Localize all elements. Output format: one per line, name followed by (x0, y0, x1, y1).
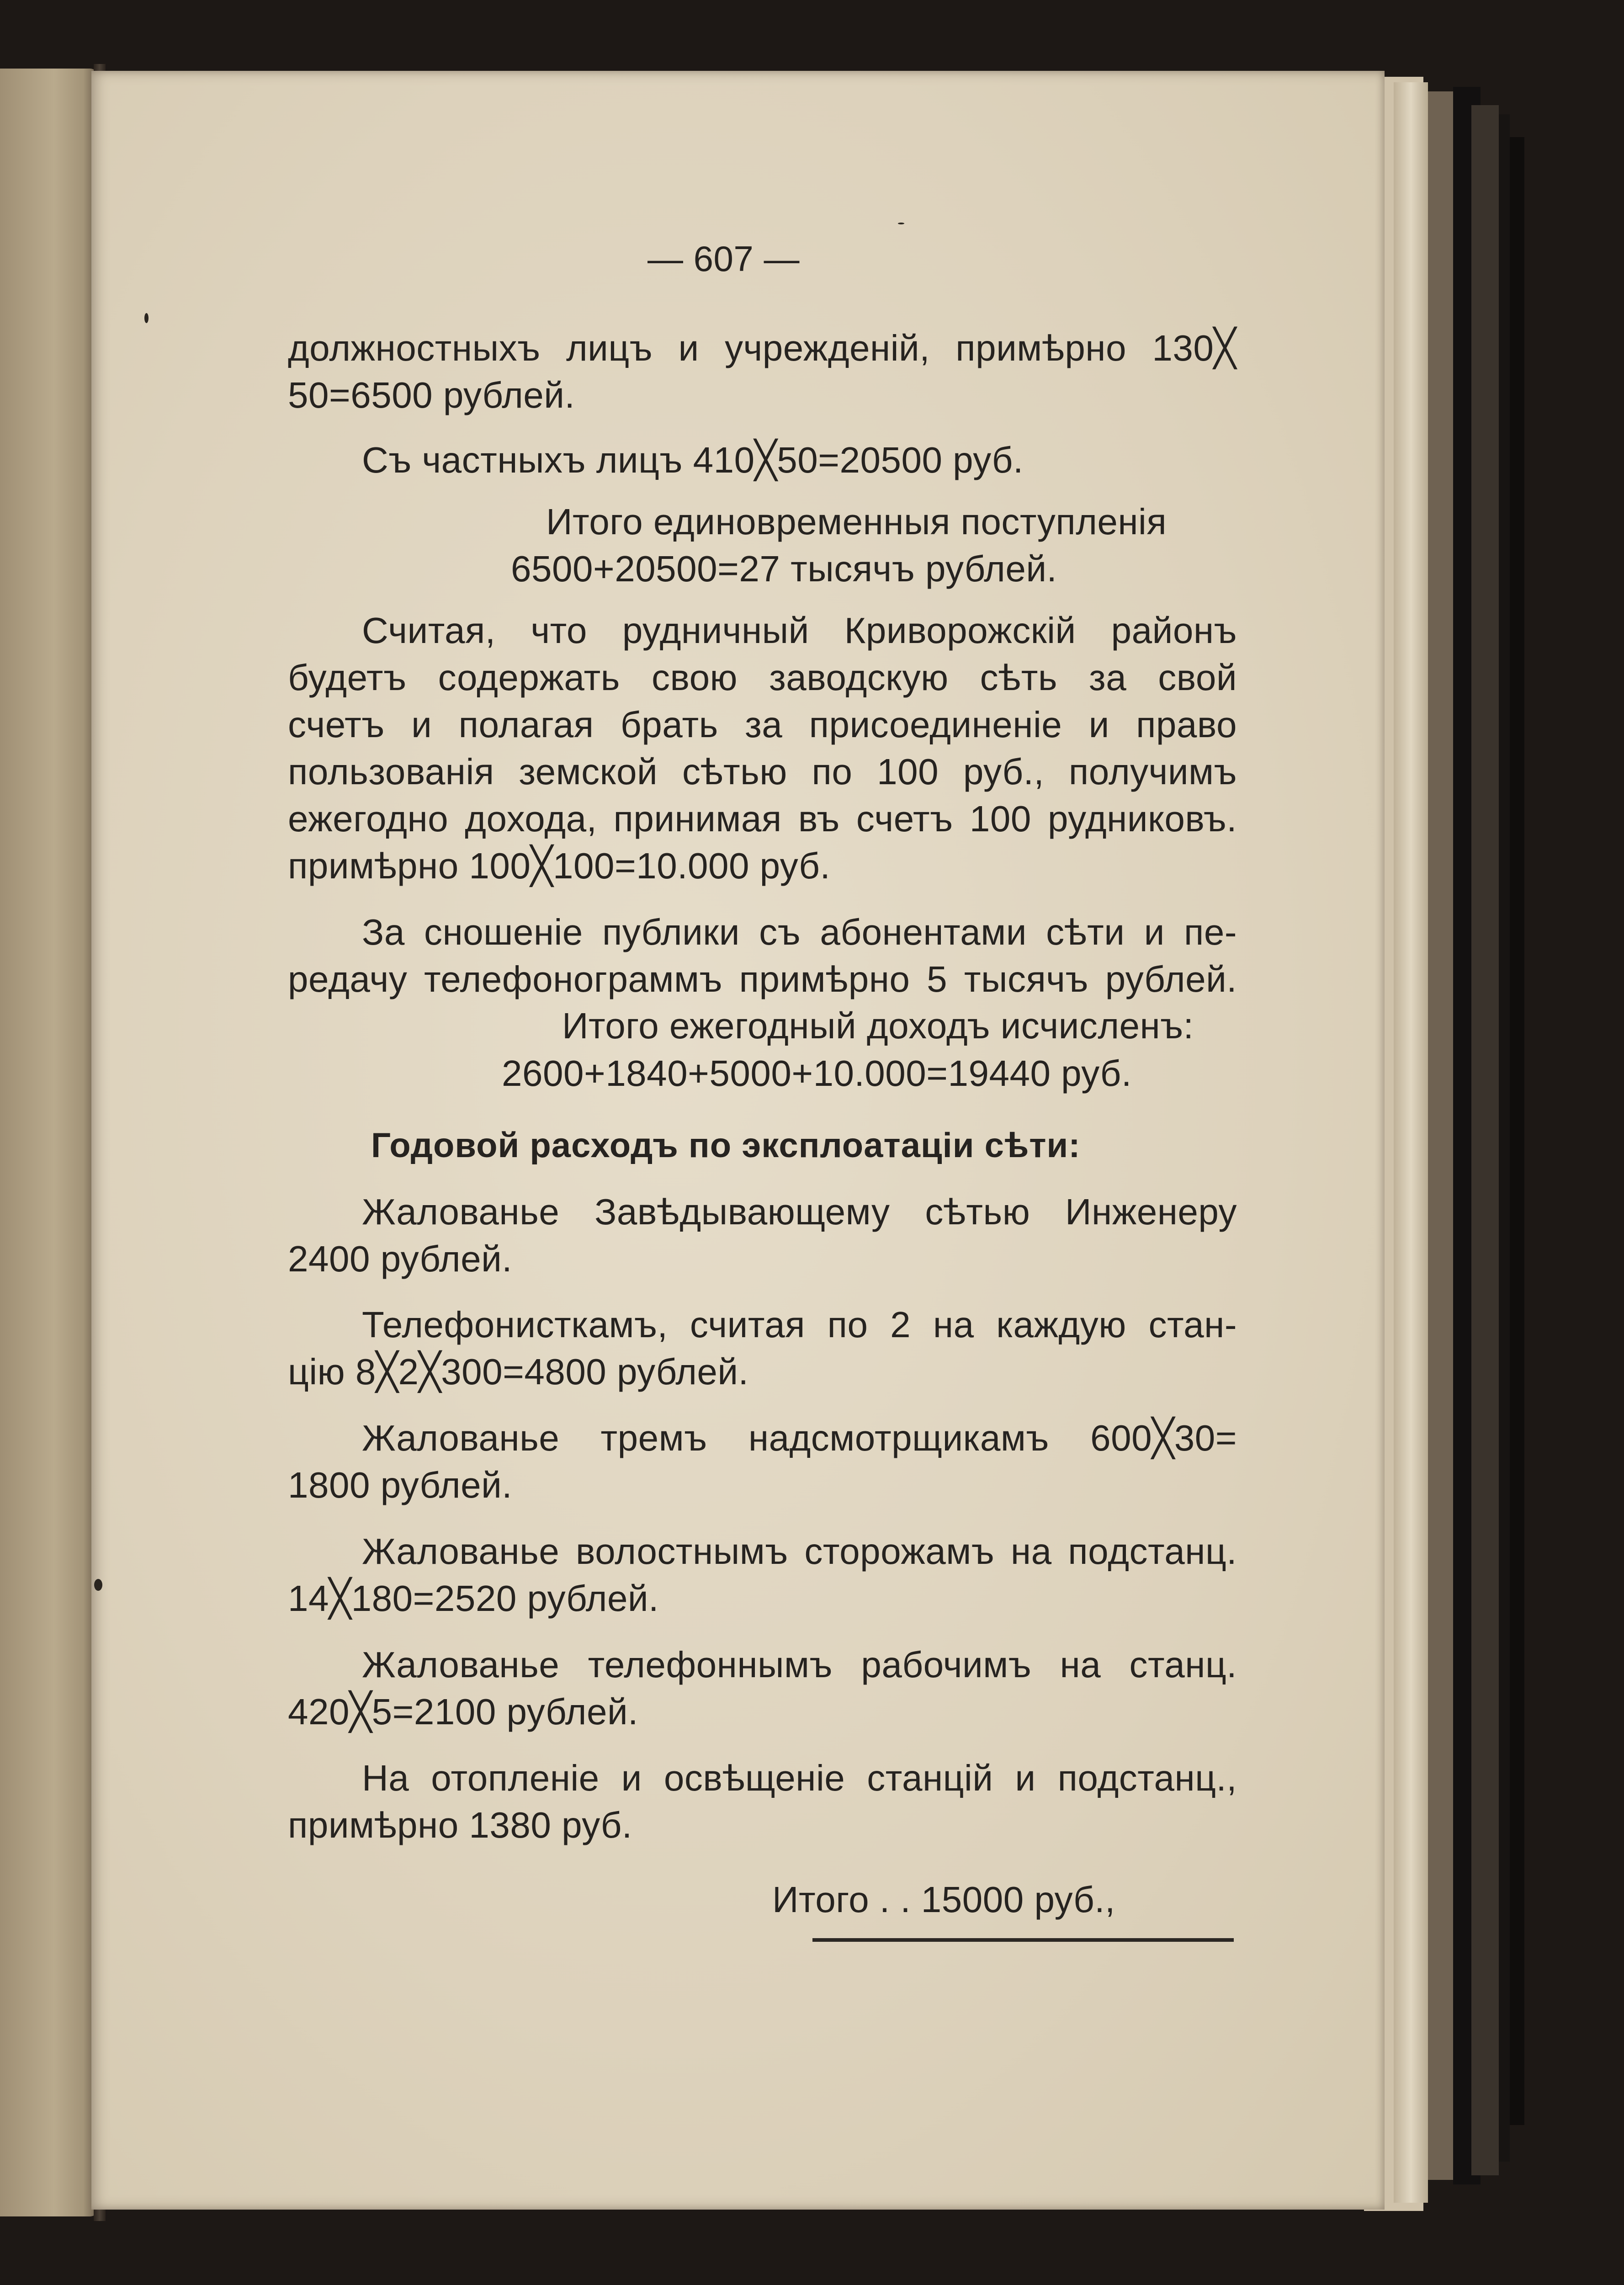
ink-speck (898, 223, 904, 224)
page-stack-edge (1428, 91, 1453, 2180)
text-line: 50=6500 рублей. (288, 375, 575, 415)
text-line: 2600+1840+5000+10.000=19440 руб. (502, 1053, 1132, 1094)
text-line: За сношеніе публики съ абонентами сѣти и пе- (362, 912, 1237, 952)
text-line: счетъ и полагая брать за присоединеніе и право (288, 704, 1237, 745)
book-cover-edge (1499, 114, 1510, 2162)
text-line: 1800 рублей. (288, 1465, 512, 1505)
page-number: — 607 — (647, 239, 800, 279)
ink-speck (144, 313, 149, 323)
text-line: редачу телефонограммъ примѣрно 5 тысячъ рублей. (288, 959, 1237, 999)
book-cover-edge (1471, 105, 1499, 2175)
text-line: Жалованье телефоннымъ рабочимъ на станц. (362, 1644, 1237, 1685)
section-heading: Годовой расходъ по эксплоатаціи сѣти: (371, 1126, 1081, 1165)
ink-speck (94, 1579, 102, 1591)
text-line: ежегодно дохода, принимая въ счетъ 100 рудниковъ. (288, 798, 1237, 839)
book-cover-edge (1510, 137, 1524, 2125)
text-line: Съ частныхъ лицъ 410╳50=20500 руб. (362, 440, 1024, 480)
text-line: 420╳5=2100 рублей. (288, 1691, 638, 1732)
text-line: 2400 рублей. (288, 1238, 512, 1279)
text-line: Итого ежегодный доходъ исчисленъ: (562, 1005, 1194, 1046)
text-line: Считая, что рудничный Криворожскій районъ (362, 610, 1237, 651)
text-line: цію 8╳2╳300=4800 рублей. (288, 1351, 749, 1392)
text-line: Жалованье Завѣдывающему сѣтью Инженеру (362, 1191, 1237, 1232)
text-line: На отопленіе и освѣщеніе станцій и подстанц., (362, 1758, 1237, 1798)
text-line: Итого единовременныя поступленія (546, 501, 1167, 542)
page-stack-edge (1394, 82, 1428, 2203)
text-line: будетъ содержать свою заводскую сѣть за свой (288, 657, 1237, 698)
total-line: Итого . . 15000 руб., (772, 1879, 1115, 1920)
document-page (91, 71, 1385, 2210)
text-line: должностныхъ лицъ и учрежденій, примѣрно 130╳ (288, 328, 1236, 368)
text-line: примѣрно 100╳100=10.000 руб. (288, 845, 831, 886)
text-line: 14╳180=2520 рублей. (288, 1578, 659, 1619)
text-line: Жалованье тремъ надсмотрщикамъ 600╳30= (362, 1418, 1237, 1458)
text-line: примѣрно 1380 руб. (288, 1805, 632, 1845)
text-line: Жалованье волостнымъ сторожамъ на подстанц. (362, 1531, 1237, 1572)
total-rule (812, 1938, 1234, 1942)
text-line: Телефонисткамъ, считая по 2 на каждую стан- (362, 1304, 1237, 1345)
text-line: 6500+20500=27 тысячъ рублей. (511, 548, 1057, 589)
text-line: пользованія земской сѣтью по 100 руб., получимъ (288, 751, 1237, 792)
left-page-edge (0, 69, 98, 2216)
